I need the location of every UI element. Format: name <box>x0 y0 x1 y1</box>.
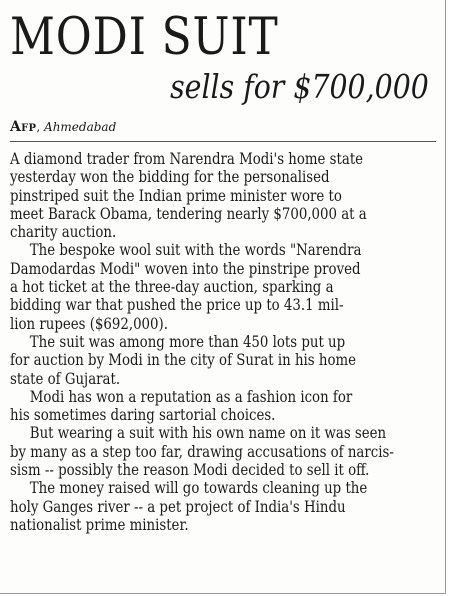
headline: MODI SUIT <box>10 8 279 67</box>
byline <box>10 119 116 135</box>
article-line: by many as a step too far, drawing accusations of narcis- <box>10 442 394 461</box>
article-line: charity auction. <box>10 223 117 242</box>
article-line: holy Ganges river -- a pet project of India's Hindu <box>10 497 346 516</box>
byline-location: Ahmedabad <box>44 120 117 134</box>
article-line: state of Gujarat. <box>10 369 121 388</box>
article-line: a hot ticket at the three-day auction, sparking a <box>10 278 334 297</box>
byline-divider <box>10 141 436 142</box>
article-line: Damodardas Modi" woven into the pinstripe proved <box>10 259 361 278</box>
article-line: The money raised will go towards cleaning up the <box>29 479 368 498</box>
article-line: bidding war that pushed the price up to 43.1 mil- <box>10 296 344 315</box>
byline-agency: Afp <box>10 119 37 135</box>
article-line: lion rupees ($692,000). <box>10 314 168 333</box>
article-body <box>10 150 440 534</box>
subheadline: sells for $700,000 <box>170 67 429 106</box>
article-line: for auction by Modi in the city of Surat in his home <box>10 351 357 370</box>
article-line: But wearing a suit with his own name on it was seen <box>29 424 387 443</box>
article-line: yesterday won the bidding for the personalised <box>10 168 330 187</box>
article-line: Modi has won a reputation as a fashion icon for <box>29 387 353 406</box>
article-line: A diamond trader from Narendra Modi's home state <box>10 150 364 168</box>
article-line: The suit was among more than 450 lots put up <box>29 332 346 351</box>
article-line: sism -- possibly the reason Modi decided to sell it off. <box>10 461 370 480</box>
article-line: nationalist prime minister. <box>10 515 189 534</box>
article-line: meet Barack Obama, tendering nearly $700,000 at a <box>10 204 367 223</box>
article-line: pinstriped suit the Indian prime minister wore to <box>10 186 342 205</box>
article-line: his sometimes daring sartorial choices. <box>10 406 276 425</box>
byline-separator: , <box>36 120 45 134</box>
article-line: The bespoke wool suit with the words "Narendra <box>29 241 362 260</box>
